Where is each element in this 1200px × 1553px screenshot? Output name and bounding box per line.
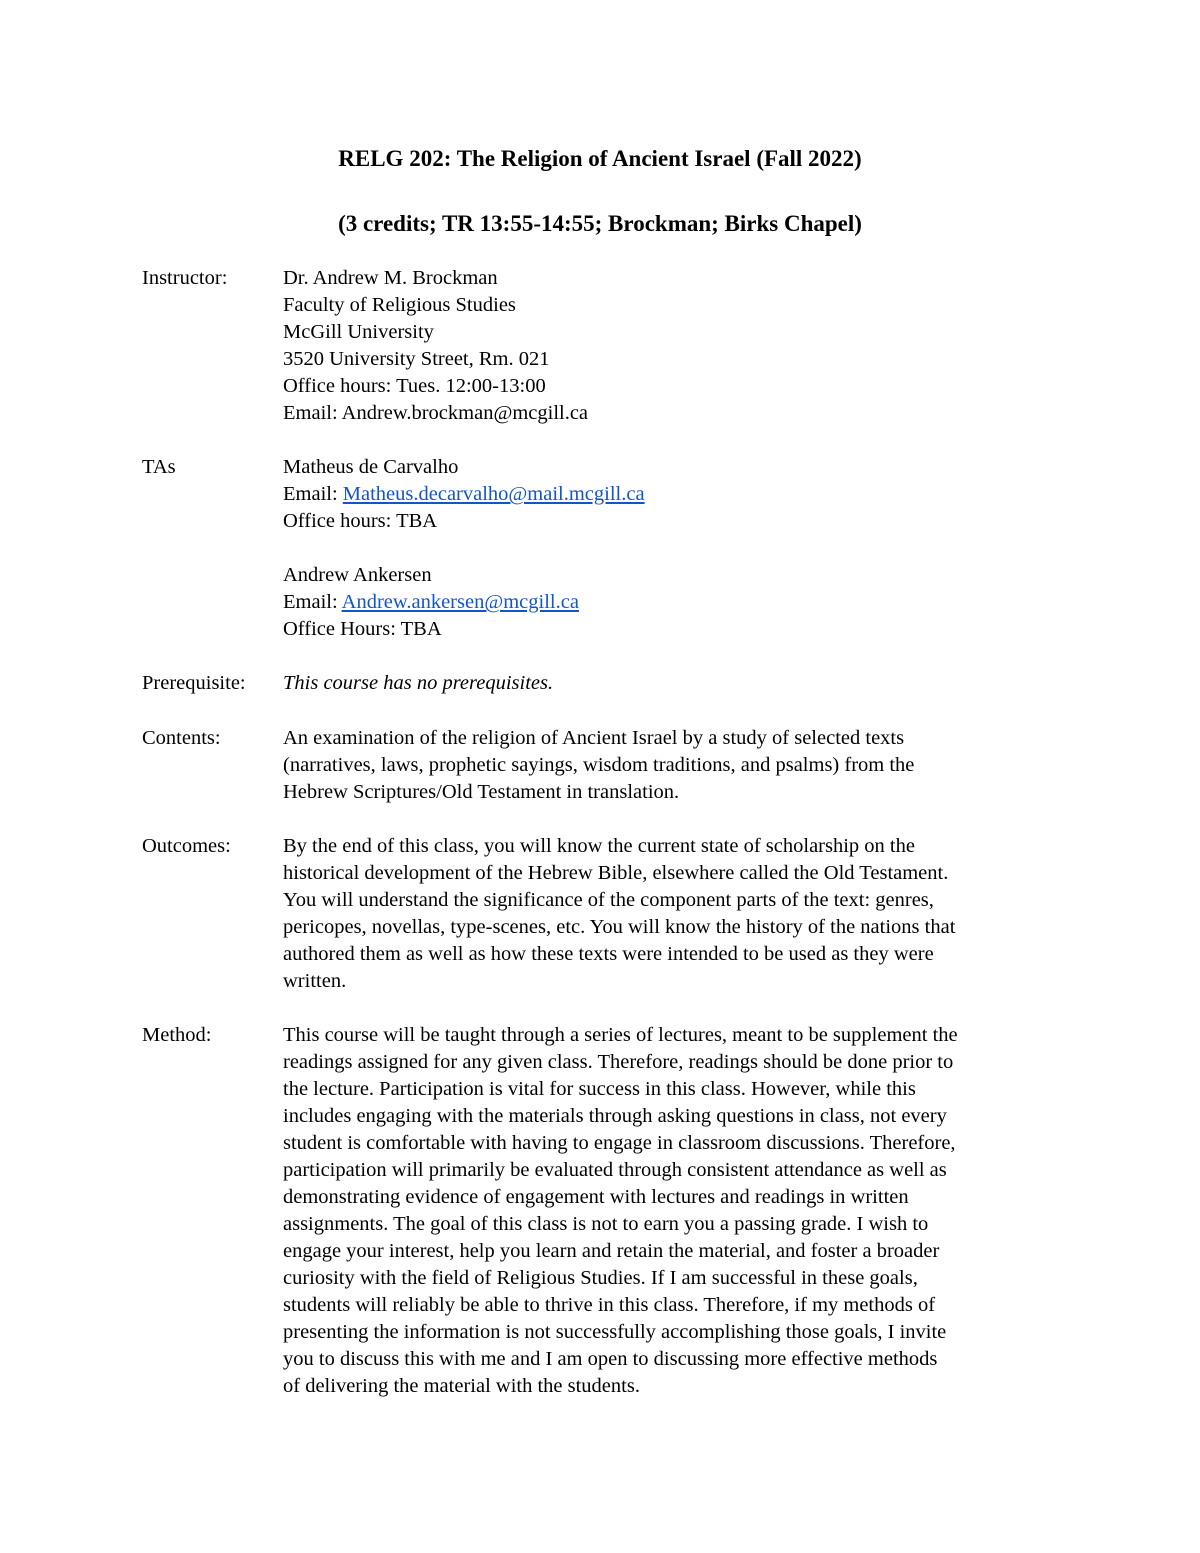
outcomes-label: Outcomes: <box>142 835 231 857</box>
method-text <box>283 1022 1073 1400</box>
ta2-office-hours: Office Hours: TBA <box>283 618 442 640</box>
method-line: curiosity with the field of Religious Studies. If I am successful in these goals, <box>283 1267 918 1289</box>
instructor-university: McGill University <box>283 321 434 343</box>
outcomes-line: You will understand the significance of the component parts of the text: genres, <box>283 889 934 911</box>
method-line: student is comfortable with having to engage in classroom discussions. Therefore, <box>283 1132 956 1154</box>
ta2-name: Andrew Ankersen <box>283 564 432 586</box>
instructor-name: Dr. Andrew M. Brockman <box>283 267 498 289</box>
method-line: of delivering the material with the students. <box>283 1375 640 1397</box>
instructor-address: 3520 University Street, Rm. 021 <box>283 348 550 370</box>
course-title: RELG 202: The Religion of Ancient Israel (Fall 2022) <box>338 146 862 171</box>
method-line: participation will primarily be evaluated through consistent attendance as well as <box>283 1159 947 1181</box>
ta1-details <box>283 454 1073 535</box>
contents-line: Hebrew Scriptures/Old Testament in translation. <box>283 781 680 803</box>
ta2-email-link[interactable]: Andrew.ankersen@mcgill.ca <box>341 591 579 613</box>
prerequisite-text: This course has no prerequisites. <box>283 672 554 694</box>
outcomes-line: historical development of the Hebrew Bible, elsewhere called the Old Testament. <box>283 862 949 884</box>
outcomes-line: By the end of this class, you will know the current state of scholarship on the <box>283 835 915 857</box>
method-line: engage your interest, help you learn and retain the material, and foster a broader <box>283 1240 940 1262</box>
method-line: includes engaging with the materials through asking questions in class, not every <box>283 1105 947 1127</box>
outcomes-line: written. <box>283 970 347 992</box>
ta2-email-prefix: Email: <box>283 591 342 613</box>
contents-text <box>283 725 1073 806</box>
outcomes-line: pericopes, novellas, type-scenes, etc. You will know the history of the nations that <box>283 916 956 938</box>
course-subtitle: (3 credits; TR 13:55-14:55; Brockman; Birks Chapel) <box>338 211 862 236</box>
contents-label: Contents: <box>142 727 221 749</box>
ta2-details <box>283 562 983 643</box>
method-line: This course will be taught through a series of lectures, meant to be supplement the <box>283 1024 958 1046</box>
method-label: Method: <box>142 1024 212 1046</box>
method-line: you to discuss this with me and I am open to discussing more effective methods <box>283 1348 938 1370</box>
method-line: demonstrating evidence of engagement with lectures and readings in written <box>283 1186 909 1208</box>
ta1-email-link[interactable]: Matheus.decarvalho@mail.mcgill.ca <box>342 483 645 505</box>
method-line: students will reliably be able to thrive in this class. Therefore, if my methods of <box>283 1294 936 1316</box>
method-line: presenting the information is not successfully accomplishing those goals, I invite <box>283 1321 947 1343</box>
method-line: readings assigned for any given class. Therefore, readings should be done prior to <box>283 1051 954 1073</box>
instructor-label: Instructor: <box>142 267 228 289</box>
prerequisite-label: Prerequisite: <box>142 672 246 694</box>
method-line: assignments. The goal of this class is not to earn you a passing grade. I wish to <box>283 1213 929 1235</box>
instructor-email: Email: Andrew.brockman@mcgill.ca <box>283 402 589 424</box>
ta1-email-prefix: Email: <box>283 483 343 505</box>
instructor-details <box>283 265 1073 427</box>
ta1-name: Matheus de Carvalho <box>283 456 459 478</box>
instructor-faculty: Faculty of Religious Studies <box>283 294 516 316</box>
ta1-office-hours: Office hours: TBA <box>283 510 438 532</box>
contents-line: An examination of the religion of Ancient Israel by a study of selected texts <box>283 727 905 749</box>
contents-line: (narratives, laws, prophetic sayings, wisdom traditions, and psalms) from the <box>283 754 915 776</box>
method-line: the lecture. Participation is vital for success in this class. However, while this <box>283 1078 916 1100</box>
ta2-email-line <box>283 589 983 616</box>
outcomes-line: authored them as well as how these texts were intended to be used as they were <box>283 943 934 965</box>
ta1-email-line <box>283 481 1073 508</box>
instructor-office-hours: Office hours: Tues. 12:00-13:00 <box>283 375 546 397</box>
tas-label: TAs <box>142 456 176 478</box>
outcomes-text <box>283 833 1073 995</box>
